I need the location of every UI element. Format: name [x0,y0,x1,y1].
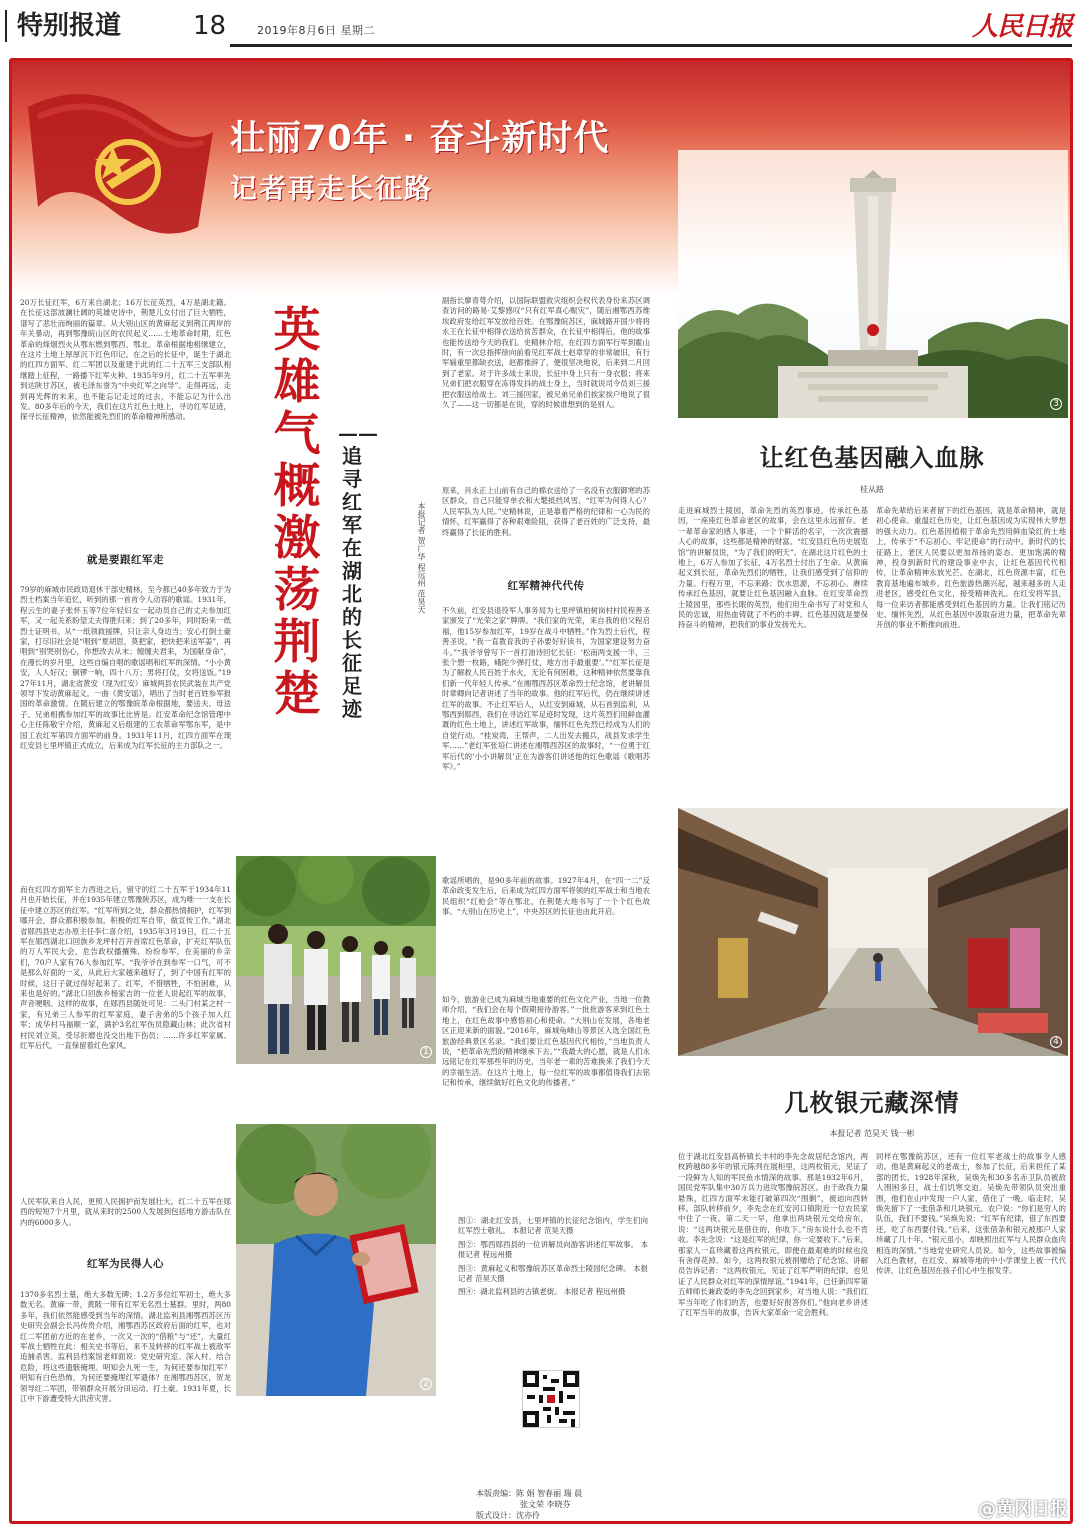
monument-photo [678,150,1068,418]
article1-col3-a: 副指长廖青萼介绍，以国际联盟救灾组织会权代表身份来苏区调查访问的路易·艾黎感叹“只有红军真心赈灾”，随后湘鄂西苏维埃政府发给红军发放给百姓。在鄂豫皖苏区，麻城路开国少将将永王在长征中相得衣送给贫苦群众，在长征中相得后，他的故事也能传送给今天的我们。史精林介绍，在红四方面军行军到霍山时，有一次总指挥徐向前看见红军战士赵章穿的非常破旧，有行军辎重里都缺衣送，赵都推辞了，便很坚决地说，后来到二月回到了老家。对于许多战士来说，长征中身上只有一身衣服；将来兄弟们把衣服穿在冻得发抖的战士身上，当时就说司令员刘三援把衣服送给战士。刘三援回家，被兄弟兄弟们挨家挨户地说了很久了——这一切都是在说，穿的时候谁想到的是别人。 [442,296,650,410]
article1-col3-b: 原来，肖永正上山前有自己的棉衣送给了一名没有衣服御寒的苏区群众，自己只能穿单衣和大氅抵挡风雪。“红军为何得人心？人民军队为人民。”史精林说，正是靠着严格的纪律和一心为民的情怀，红军赢得了各种艰难险阻，获得了老百姓的广泛支持，最终赢得了长征的胜利。 [442,486,650,537]
main-headline: 英雄气概 激荡荆楚 [273,303,321,722]
article2-byline: 桂从路 [860,485,884,494]
article3-headline: 几枚银元藏深情 [784,1088,960,1117]
banner-subtitle: 记者再走长征路 [230,174,433,205]
article1-col3-c: 不久前，红安县退役军人事务局为七里坪镇柏树岗村村民程善圣家颁发了“光荣之家”牌牌。“我们家的光荣，来自我的伯父程启福，他15岁参加红军，19岁在战斗中牺牲。”作为烈士后代，程善圣说，“我一直教育我的子孙要好好读书，为国家建设努力奋斗。”“我爷爷曾写下一首打油诗回忆长征：‘松南两支援一半，三张个想一枚路，峨陀少弹打仗，地方出手最重要’。”“红军长征是为了解救人民百姓于水火，无论有何困难，这种精神依然要靠我们新一代年轻人传承。”在湘鄂西苏区革命烈士纪念馆，老讲解员时章卿向记者讲述了当年的故事。他的红军后代，仍在继续讲述红军的故事。不止红军后人，从红安到麻城，从石首到监利，从鄂西到郧西，我们在寻访红军足迹时发现，这片英烈们用鲜血灌溉的红色土地上，讲述红军故事，缅怀红色先烈已经成为人们的自觉行动。“桂炭湾，王帮声，二人出发去搬兵，战县发求学生军……”老红军张培仁讲述在湘鄂西苏区的故事时，“一位勇于红军后代的‘小小讲解员’正在为游客们讲述他的红色歌谣《歌唱苏军》。” [442,606,650,772]
article2-headline: 让红色基因融入血脉 [759,443,985,472]
photo-captions [458,1216,648,1298]
header-rule [230,44,1072,47]
banner-title: 壮丽70年 · 奋斗新时代 [230,119,610,159]
subhead-red-army-wins-hearts: 红军为民得人心 [87,1258,164,1270]
photo-old-street [678,808,1068,1056]
subhead-follow-red-army: 就是要跟红军走 [87,554,164,566]
source-watermark: @黄冈日报 [978,1499,1068,1520]
qr-code-icon[interactable] [522,1370,580,1428]
caption-4: 图④：湖北监利县的古镇老街。 本报记者 程远州摄 [458,1287,626,1297]
article1-section1-end: 人民军队来自人民，更照人民拥护而发展壮大。红二十五军在郧西的短短7个月里，就从来时的2500人发展到包括地方游击队在内的6000多人。 [20,1197,231,1227]
article1-intro: 20万长征红军，6万来自湖北；16万长征英烈，4万是湖北籍。在长征这部波澜壮阔的英雄史诗中，荆楚儿女付出了巨大牺牲，谱写了悲壮而绚丽的篇章。从大别山区的黄麻起义到荆江两岸的年关暴动，再到鄂豫皖山区的农民起义……土地革命时期，红色革命的烽烟烈火从鄂东燃到鄂西、鄂北。革命根据地相继建立，在这片土地上厚厚沉下红色印记。在之后的长征中，诞生于湖北的红四方面军、红二军团以及重建于此的红二十五军三支部队相继踏上征程，一路播下红军火种。1935年9月，红二十五军率先到达陕甘苏区，被毛泽东誉为“中央红军之向导”。走得再远，走到再光辉的未来，也不能忘记走过的过去，不能忘记为什么出发。80多年后的今天，我们在这片红色土地上，寻访红军足迹，探寻长征精神，依然能被先烈们的革命精神所感动。 [20,298,231,422]
credit-editors-2: 张文荣 李晓芬 [520,1500,571,1509]
page-header [0,0,1080,54]
subhead-spirit-passed-on: 红军精神代代传 [507,580,585,592]
credit-design: 版式设计：沈亦伶 [476,1511,540,1520]
caption-3: 图③：黄麻起义和鄂豫皖苏区革命烈士陵园纪念碑。 本报记者 范昊天摄 [458,1263,648,1284]
article1-byline: 本报记者 贺广华 程远州 范昊天 [417,502,426,614]
article1-section1-cont: 而在红四方面军主力西进之后，留守的红二十五军于1934年11月也开始长征，并在1935年建立鄂豫陕苏区，成为唯一一支在长征中建立苏区的红军。“红军所到之处，群众都热情拥护，红军到哪开会，群众都积极参加，积极的红军自带，做宣传工作。”湖北省郧西县史志办原主任李仁喜介绍，1935年3月19日，红二十五军在郧西湖北口回族乡龙坪村召开首席红色革命，扩充红军队伍的万人军民大会，危告政权播攘殊，纷纷参军，在美丽的乡亲们，70户人家有76人参加红军。“我爷爷在到参军一口气，可不是那么好面的一叉，从此后大家越来越好了，到了中国有红军的时候，这日子就过得好起来了。红军，不惜牺牲，不怕困难，从来也是好的。”湖北口回族乡杨家吉的一位老人说起红军的故事，声音哽咽。这样的故事，在郧西县随处可见：二头门村某之村一家，有兄弟三人参军的红军家庭，妻子舍弟的5个孩子加入红军；成华村马福顺一家，满护3名红军伤员隐藏山林；此次省村村民刘立英，受尽折磨也没交出地下伤员；……许多红军家属、红军后代，一直保留着红色家风。 [20,885,231,1051]
publication-date: 2019年8月6日 星期二 [257,24,375,37]
article2-col-b: 革命先辈给后来者留下的红色基因，就是革命精神，就是初心使命。重温红色历史，让红色基因成为实现伟大梦想的强大动力。红色基因植根于革命先烈用鲜血染红的土地上，传承于“不忘初心、牢记使命”的行动中。新时代的长征路上，老区人民要以更加昂扬的姿态、更加饱满的精神，投身到新时代的建设事业中去，让红色基因代代相传，让革命精神永放光芒。在湖北，红色资源丰富，红色教育基地遍布城乡。红色旅游热潮兴起，越来越多的人走进老区，感受红色文化，接受精神洗礼。在红安将军县，每一位来访者都能感受到红色基因的力量。让我们铭记历史、缅怀先烈，从红色基因中汲取奋进力量，把革命先辈开创的事业不断推向前进。 [876,506,1066,630]
page-number: 18 [193,11,227,41]
article1-section2: 1370多名烈士墓，绝大多数无碑；1.2万多位红军初士，绝大多数无名。黄麻一带，黄陂一带有红军无名烈士墓群。里时，两80多年，我们依然能感受到当年的深情。湖北监利县湘鄂西苏区历史研究会副会长冯传贵介绍，湘鄂西苏区政府后面的红军，也对红二军团前方近的在老乡，一次又一次的“借粮”与“还”，大量红军战士牺牲在此：相关史书等后，来不及转移的红军战士被敌军追捕杀害。监利县档案馆老师面说：党史研究室、深入村、结合危险，将这些遗骸掩埋。明知会九死一生，为何还要参加红军？明知有白色恐怖，为何还要掩埋红军遗体？在湘鄂西苏区，贺龙领导红二军团，带领群众开展分田运动、打土豪。1931年夏，长江中下游遭受特大洪涝灾害。 [20,1290,231,1404]
article3-col-b: 同样在鄂豫皖苏区，还有一位红军老战士的故事令人感动。他是黄麻起义的老战士，参加了长征，后来担任了某部的团长。1928年深秋，吴焕先和30多名赤卫队员被敌人围困多日，战士们饥寒交迫。吴焕先带领队员突出重围，他们在山中发现一户人家，借住了一晚。临走时，吴焕先留下了一张借条和几块银元。农户说：“你们是穷人的队伍，我们不要钱。”吴焕先说：“红军有纪律，借了东西要还，吃了东西要付钱。”后来，这张借条和银元被那户人家珍藏了几十年。“银元虽小，却映照出红军与人民群众血肉相连的深情。”当地党史研究人员说。如今，这些故事被编入红色教材，在红安、麻城等地的中小学课堂上被一代代传讲，让红色基因在孩子们心中生根发芽。 [876,1152,1066,1276]
photo-number-1: 1 [420,1046,432,1058]
caption-1: 图①：湖北红安县，七里坪镇的长征纪念馆内，学生们向红军烈士敬礼。 本报记者 范昊天摄 [458,1216,648,1236]
party-flag-icon [18,77,218,247]
article2-col-a: 走进麻城烈士陵园，革命先烈的英烈事迹，传承红色基因，一座座红色革命老区的故事，会在这里永远留存。老一辈革命家的感人事迹，一个个鲜活的名字，一次次震撼人心的故事，这些都是精神的财富。“红安县红色历史展览馆”的讲解员说，“为了我们的明天”。在湖北这片红色的土地上，6万人参加了长征，4万名烈士付出了生命。从黄麻起义到长征，革命先烈们的牺牲，让我们感受到了信仰的力量。行程万里，不忘来路；饮水思源，不忘初心。赓续传承红色基因，就要让红色基因融入血脉。在红安革命烈士陵园里，那些长眠的英烈，他们用生命书写了对党和人民的忠诚，用热血铸就了不朽的丰碑。红色基因就是要保持奋斗的精神，把我们的事业发扬光大。 [678,506,868,630]
article1-col3-e: 如今，旅游业已成为麻城当地重要的红色文化产业，当地一位教师介绍，“我们会在每个假期接待游客。”一批批游客来到红色土地上，在红色故事中感悟初心和使命。“大别山在发展，各地老区正迎来新的面貌。”2016年，麻城龟峰山等景区入选全国红色旅游经典景区名录。“我们要让红色基因代代相传，”当地负责人说，“把革命先烈的精神继承下去。”“我最大的心愿，就是人们永远铭记在红军那些年的历史，当年老一辈的苦难换来了我们今天的幸福生活。在这片土地上，每一位红军的故事都值得我们去铭记和传承，继续做好红色文化的传播者。” [442,995,650,1088]
credit-editors: 本版责编：陈 娟 智春丽 瑞 晨 [476,1489,583,1498]
article1-col3-d: 歌谣所唱的，是90多年前的故事。1927年4月，在“四一二”反革命政变发生后，后来成为红四方面军将领的红军战士和当地农民组织“红枪会”等在鄂北，在荆楚大地书写了一个个红色故事。“大别山在历史上”，中央苏区的长征也由此开启。 [442,876,650,917]
photo-number-4: 4 [1050,1036,1062,1048]
photo-number-3: 3 [1050,398,1062,410]
photo-students-salute [236,856,436,1064]
main-subheadline: ——追寻红军在湖北的长征足迹 [338,421,378,721]
caption-2: 图②：鄂西郧西县的一位讲解员向游客讲述红军故事。 本报记者 程远州摄 [458,1239,648,1260]
section-name: 特别报道 [5,10,121,42]
photo-number-2: 2 [420,1378,432,1390]
article3-byline: 本报记者 范昊天 钱一彬 [829,1129,915,1138]
article1-section1: 79岁的麻城市民政局退休干部史精林，至今都已40多年致力于为烈士档案当年追忆，听到的那一首首令人动容的歌谣。1931年，程云生的妻子张怀玉等7位年轻妇女一起动员自己的丈夫参加红军，又一起关系盼望丈夫得胜归来；到了20多年，同时盼来一纸烈士证明书。从“一纸领救援牌，只让亲人身边当；安心打倒土豪家，打尽旧社会是“唱到”夏胡思，莫把家，把快把来送军姜”，再唱到“别哭别伤心，你想改去从末；缠缠夫君来，为国献身命”，在漫长的岁月里，这些自编自唱的歌谣唱和红军的深情。“小小黄安，人人好汉；铜锣一响，四十八万；男将打仗，女将送饭。”1927年11月，湖北省黄安（现为红安）麻城两县农民武装在共产党领导下发动黄麻起义。一曲《黄安谣》，唱出了当时老百姓参军报国的革命激情。在随后建立的鄂豫皖革命根据地，要送夫、母送子、兄弟相携参加红军的故事比比皆是。红安革命纪念馆管理中心主任陈敬宇介绍，黄麻起义后组建的工农革命军鄂东军，是中国工农红军第四方面军的前身。1931年11月，红四方面军在现红安县七里坪镇正式成立，后来成为红军长征的主力部队之一。 [20,585,231,751]
masthead-logo: 人民日报 [971,12,1072,42]
editorial-credits [476,1488,661,1521]
article3-col-a: 位于湖北红安县高桥镇长丰村的李先念故居纪念馆内，两枚跨越80多年的银元陈列在展柜里，这两枚银元，见证了一段鲜为人知的军民鱼水情深的故事。那是1932年6月，国民党军队集中30万兵力进攻鄂豫皖苏区。由于敌我力量悬殊，红四方面军未能打破第四次“围剿”，被迫向西转移。部队转移前夕，李先念在红安河口镇附近一位农民家中住了一夜。第二天一早，他拿出两块银元交给房东，说：“这两块银元是借住的，你收下。”房东说什么也不肯收。李先念说：“这是红军的纪律，你一定要收下。”后来，那家人一直珍藏着这两枚银元，即便在最艰难的时候也没有舍得花掉。如今，这两枚银元被捐赠给了纪念馆。讲解员告诉记者：“这两枚银元，见证了红军严明的纪律，也见证了人民群众对红军的深情厚谊。”1941年，已任新四军第五师师长兼政委的李先念回到家乡，对当地人说：“我们红军当年吃了你们的苦，也要好好报答你们。”他向老乡讲述了红军当年的故事，告诉大家革命一定会胜利。 [678,1152,868,1318]
photo-guide-book [236,1124,436,1396]
